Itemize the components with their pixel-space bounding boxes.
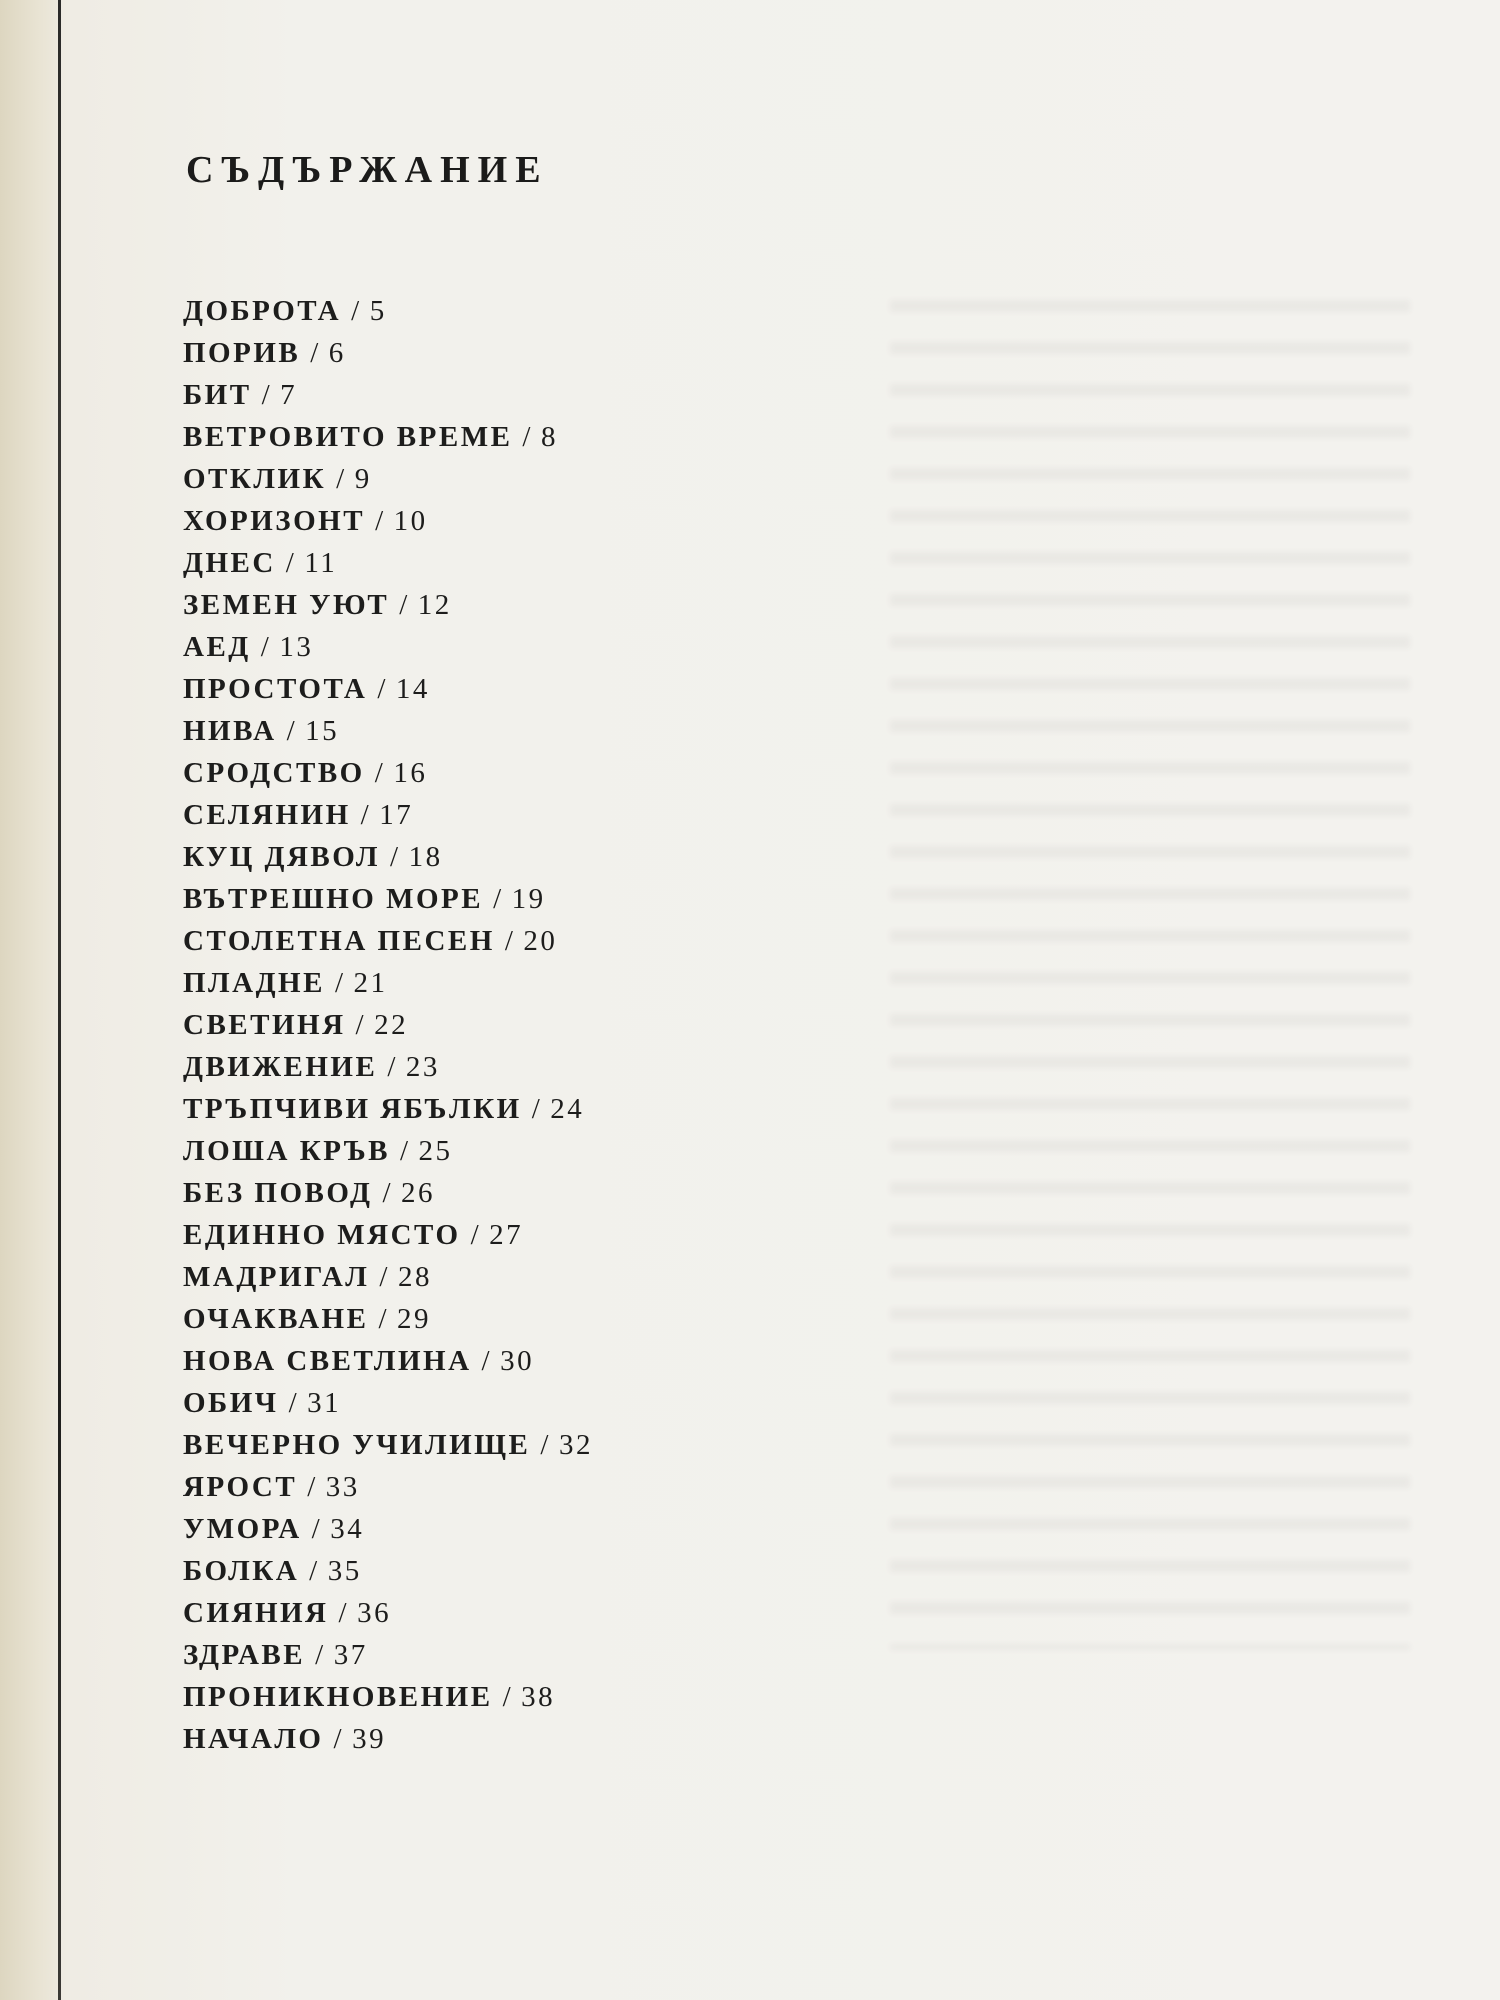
toc-entry: [183, 1046, 593, 1088]
toc-entry-title: СИЯНИЯ: [183, 1597, 329, 1629]
toc-entry: [183, 584, 593, 626]
toc-separator: /: [378, 1303, 390, 1335]
toc-entry: [183, 1592, 593, 1634]
toc-page-number: 26: [401, 1177, 436, 1209]
toc-entry-title: ХОРИЗОНТ: [183, 505, 366, 537]
toc-page-number: 31: [307, 1387, 342, 1419]
table-of-contents: [183, 290, 593, 1760]
toc-entry: [183, 458, 593, 500]
toc-separator: /: [315, 1639, 326, 1671]
toc-separator: /: [261, 379, 273, 411]
toc-page-number: 9: [354, 463, 372, 495]
spine-shadow: [0, 0, 62, 2000]
toc-separator: /: [374, 757, 386, 789]
toc-entry: [183, 1004, 593, 1046]
toc-entry-title: БОЛКА: [183, 1555, 300, 1587]
toc-page-number: 18: [408, 841, 443, 873]
toc-page-number: 13: [279, 631, 314, 663]
toc-entry: [183, 416, 593, 458]
toc-page-number: 28: [397, 1261, 432, 1293]
toc-page-number: 25: [418, 1135, 453, 1167]
toc-entry: [183, 332, 593, 374]
toc-entry-title: ТРЪПЧИВИ ЯБЪЛКИ: [183, 1093, 522, 1125]
toc-entry-title: БЕЗ ПОВОД: [183, 1177, 373, 1209]
toc-separator: /: [502, 1681, 514, 1713]
toc-page-number: 34: [330, 1513, 365, 1545]
toc-entry: [183, 1424, 593, 1466]
toc-page-number: 21: [353, 967, 388, 999]
toc-page-number: 32: [558, 1429, 593, 1461]
toc-page-number: 29: [397, 1303, 432, 1335]
toc-entry: [183, 1634, 593, 1676]
toc-entry: [183, 962, 593, 1004]
toc-entry: [183, 374, 593, 416]
toc-separator: /: [336, 463, 347, 495]
toc-page-number: 10: [393, 505, 428, 537]
page-title: СЪДЪРЖАНИЕ: [186, 149, 549, 191]
toc-entry-title: ЗЕМЕН УЮТ: [183, 589, 390, 621]
toc-entry-title: НАЧАЛО: [183, 1723, 324, 1755]
toc-entry: [183, 794, 593, 836]
toc-page-number: 17: [379, 799, 414, 831]
toc-separator: /: [399, 1135, 411, 1167]
toc-entry: [183, 1382, 593, 1424]
toc-entry-title: ПЛАДНЕ: [183, 967, 325, 999]
toc-page-number: 5: [369, 295, 387, 327]
toc-entry: [183, 1130, 593, 1172]
toc-page-number: 7: [280, 379, 298, 411]
toc-entry-title: МАДРИГАЛ: [183, 1261, 370, 1293]
toc-entry-title: ВЪТРЕШНО МОРЕ: [183, 883, 484, 915]
toc-separator: /: [470, 1219, 482, 1251]
toc-entry: [183, 668, 593, 710]
toc-entry: [183, 1718, 593, 1760]
toc-separator: /: [355, 1009, 367, 1041]
toc-entry-title: ОБИЧ: [183, 1387, 279, 1419]
toc-entry: [183, 1088, 593, 1130]
toc-entry-title: ЗДРАВЕ: [183, 1639, 306, 1671]
toc-separator: /: [351, 295, 362, 327]
toc-separator: /: [360, 799, 372, 831]
toc-entry: [183, 626, 593, 668]
toc-separator: /: [399, 589, 410, 621]
toc-entry-title: ДВИЖЕНИЕ: [183, 1051, 378, 1083]
toc-entry-title: СРОДСТВО: [183, 757, 365, 789]
toc-separator: /: [375, 505, 386, 537]
toc-separator: /: [288, 1387, 300, 1419]
toc-entry-title: СЕЛЯНИН: [183, 799, 351, 831]
toc-separator: /: [377, 673, 388, 705]
toc-separator: /: [285, 547, 297, 579]
toc-page-number: 6: [328, 337, 346, 369]
toc-separator: /: [540, 1429, 551, 1461]
toc-entry-title: ПРОСТОТА: [183, 673, 368, 705]
toc-entry: [183, 1676, 593, 1718]
toc-entry-title: КУЦ ДЯВОЛ: [183, 841, 380, 873]
toc-separator: /: [531, 1093, 543, 1125]
toc-page-number: 22: [374, 1009, 409, 1041]
toc-entry-title: ДНЕС: [183, 547, 276, 579]
toc-entry: [183, 1340, 593, 1382]
toc-entry: [183, 920, 593, 962]
toc-separator: /: [333, 1723, 345, 1755]
toc-entry-title: БИТ: [183, 379, 252, 411]
toc-page-number: 11: [304, 547, 338, 579]
toc-page-number: 38: [521, 1681, 556, 1713]
toc-entry: [183, 1172, 593, 1214]
toc-separator: /: [309, 1555, 320, 1587]
toc-entry-title: ДОБРОТА: [183, 295, 342, 327]
toc-entry: [183, 1298, 593, 1340]
toc-separator: /: [260, 631, 272, 663]
toc-entry-title: УМОРА: [183, 1513, 302, 1545]
toc-page-number: 37: [333, 1639, 368, 1671]
toc-page-number: 14: [395, 673, 430, 705]
toc-separator: /: [522, 421, 533, 453]
toc-separator: /: [493, 883, 504, 915]
toc-separator: /: [307, 1471, 318, 1503]
toc-entry: [183, 752, 593, 794]
toc-separator: /: [338, 1597, 350, 1629]
toc-page-number: 15: [305, 715, 340, 747]
toc-separator: /: [382, 1177, 394, 1209]
toc-page-number: 8: [540, 421, 558, 453]
toc-page-number: 19: [511, 883, 546, 915]
toc-entry-title: ОТКЛИК: [183, 463, 327, 495]
toc-entry: [183, 1550, 593, 1592]
toc-entry-title: АЕД: [183, 631, 251, 663]
toc-page-number: 36: [357, 1597, 392, 1629]
toc-separator: /: [390, 841, 401, 873]
toc-separator: /: [387, 1051, 398, 1083]
toc-separator: /: [379, 1261, 390, 1293]
toc-page-number: 16: [393, 757, 428, 789]
show-through-text: [890, 300, 1410, 1650]
toc-entry-title: ПРОНИКНОВЕНИЕ: [183, 1681, 493, 1713]
toc-entry: [183, 1466, 593, 1508]
toc-entry: [183, 500, 593, 542]
toc-separator: /: [334, 967, 346, 999]
toc-entry-title: НИВА: [183, 715, 277, 747]
toc-page-number: 20: [523, 925, 558, 957]
toc-page-number: 30: [500, 1345, 535, 1377]
toc-page-number: 27: [489, 1219, 524, 1251]
toc-page-number: 12: [417, 589, 452, 621]
toc-entry: [183, 836, 593, 878]
toc-separator: /: [504, 925, 516, 957]
toc-entry-title: ЛОША КРЪВ: [183, 1135, 390, 1167]
toc-entry-title: СВЕТИНЯ: [183, 1009, 346, 1041]
toc-entry: [183, 1508, 593, 1550]
toc-page-number: 33: [325, 1471, 360, 1503]
toc-entry-title: СТОЛЕТНА ПЕСЕН: [183, 925, 495, 957]
toc-entry-title: ВЕТРОВИТО ВРЕМЕ: [183, 421, 513, 453]
toc-page-number: 23: [405, 1051, 440, 1083]
toc-entry: [183, 710, 593, 752]
toc-separator: /: [481, 1345, 493, 1377]
toc-entry: [183, 1256, 593, 1298]
toc-entry: [183, 1214, 593, 1256]
toc-entry-title: НОВА СВЕТЛИНА: [183, 1345, 472, 1377]
toc-entry: [183, 878, 593, 920]
toc-page-number: 35: [327, 1555, 362, 1587]
page-fold-line: [58, 0, 61, 2000]
toc-entry-title: ЯРОСТ: [183, 1471, 298, 1503]
toc-entry-title: ЕДИННО МЯСТО: [183, 1219, 461, 1251]
toc-entry: [183, 290, 593, 332]
toc-entry-title: ВЕЧЕРНО УЧИЛИЩЕ: [183, 1429, 531, 1461]
toc-separator: /: [310, 337, 321, 369]
toc-entry-title: ОЧАКВАНЕ: [183, 1303, 369, 1335]
toc-page-number: 39: [352, 1723, 387, 1755]
toc-separator: /: [311, 1513, 323, 1545]
toc-separator: /: [286, 715, 298, 747]
toc-entry-title: ПОРИВ: [183, 337, 301, 369]
toc-page-number: 24: [550, 1093, 585, 1125]
toc-entry: [183, 542, 593, 584]
